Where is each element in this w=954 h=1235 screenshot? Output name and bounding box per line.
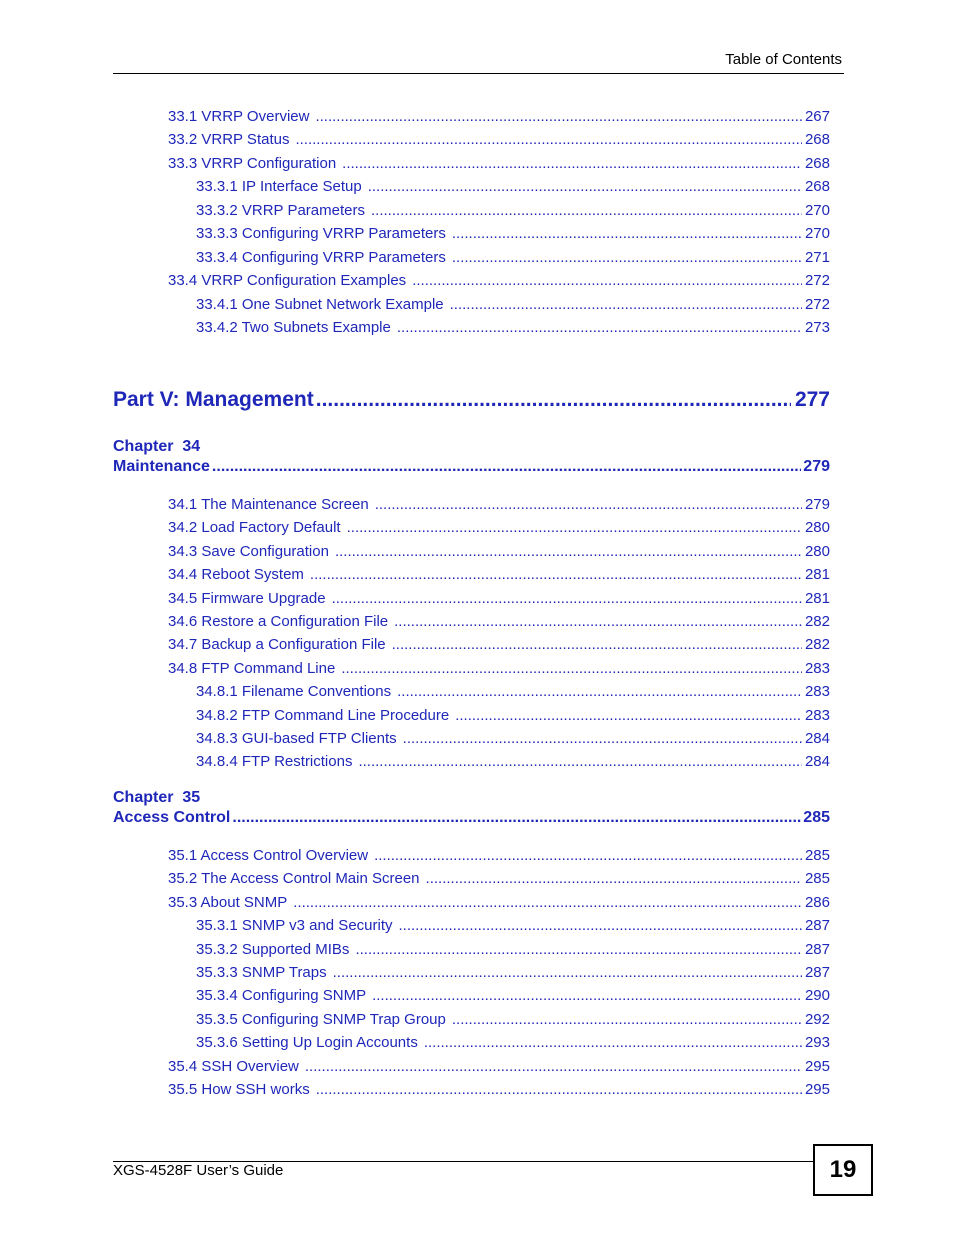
leader-dots [212,458,801,476]
leader-dots [371,202,802,220]
toc-entry[interactable] [196,1011,830,1029]
toc-entry-title: 33.3.2 VRRP Parameters [196,201,365,219]
leader-dots [399,917,802,935]
leader-dots [412,272,802,290]
toc-entry-page: 271 [804,248,830,266]
toc-entry-title: 34.7 Backup a Configuration File [168,636,386,654]
toc-entry-title: 34.5 Firmware Upgrade [168,589,326,607]
toc-entry-title: 34.8.2 FTP Command Line Procedure [196,706,450,724]
leader-dots [332,590,802,608]
toc-entry-title: 34.8 FTP Command Line [168,659,336,677]
toc-entry[interactable] [168,496,830,514]
toc-entry-title: 33.4.1 One Subnet Network Example [196,295,444,313]
toc-entry[interactable] [196,941,830,959]
leader-dots [394,613,802,631]
toc-entry-page: 280 [804,519,830,537]
toc-entry[interactable] [168,566,830,584]
toc-entry-page: 281 [804,589,830,607]
toc-entry-page: 279 [804,496,830,513]
leader-dots [397,683,802,701]
leader-dots [333,964,802,982]
leader-dots [341,660,802,678]
toc-entry[interactable] [168,636,830,654]
toc-entry-page: 286 [804,893,830,911]
toc-entry-page: 293 [804,1034,830,1052]
toc-entry-title: 33.3.4 Configuring VRRP Parameters [196,248,446,266]
toc-entry-page: 268 [804,154,830,172]
chapter-35-title[interactable] [113,809,830,827]
toc-entry-page: 283 [804,706,830,724]
leader-dots [310,566,802,584]
toc-entry-page: 295 [804,1057,830,1075]
toc-entry[interactable] [168,108,830,126]
toc-entry-title: 35.3.6 Setting Up Login Accounts [196,1034,418,1052]
leader-dots [392,636,802,654]
toc-entry[interactable] [168,613,830,631]
toc-entry[interactable] [196,249,830,267]
leader-dots [232,809,801,827]
toc-entry-page: 272 [804,295,830,313]
toc-entry-page: 283 [804,683,830,701]
toc-entry-title: 34.8.1 Filename Conventions [196,683,392,701]
toc-entry[interactable] [196,225,830,243]
toc-entry-page: 284 [804,753,830,771]
toc-entry-title: 34.8.3 GUI-based FTP Clients [196,730,397,747]
toc-entry-page: 283 [804,659,830,677]
leader-dots [316,1081,802,1099]
leader-dots [452,225,802,243]
toc-entry-page: 280 [804,542,830,560]
toc-entry-title: 34.1 The Maintenance Screen [168,496,369,513]
leader-dots [342,155,802,173]
toc-entry-title: 35.3 About SNMP [168,893,288,911]
toc-entry-title: 35.4 SSH Overview [168,1057,299,1075]
toc-entry-page: 267 [804,108,830,125]
leader-dots [355,941,802,959]
toc-entry-title: 35.3.2 Supported MIBs [196,940,350,958]
leader-dots [335,543,802,561]
page-number-box [813,1144,873,1196]
toc-entry[interactable] [168,155,830,173]
leader-dots [426,870,802,888]
toc-entry-title: 35.1 Access Control Overview [168,847,369,864]
toc-entry-title: 33.3.1 IP Interface Setup [196,178,362,196]
toc-entry[interactable] [196,753,830,771]
footer-guide-title: XGS-4528F User’s Guide [113,1162,284,1179]
toc-entry[interactable] [168,519,830,537]
leader-dots [397,319,802,337]
leader-dots [305,1058,802,1076]
toc-entry[interactable] [168,1058,830,1076]
toc-entry-title: 34.2 Load Factory Default [168,519,341,537]
toc-entry[interactable] [168,131,830,149]
chapter-page: 279 [803,458,830,475]
toc-entry-page: 284 [804,730,830,747]
leader-dots [375,496,802,514]
toc-entry-page: 268 [804,178,830,196]
toc-entry[interactable] [168,894,830,912]
leader-dots [452,1011,802,1029]
toc-entry[interactable] [168,847,830,865]
toc-entry-title: 35.5 How SSH works [168,1081,310,1098]
toc-entry-page: 287 [804,917,830,935]
toc-entry[interactable] [196,707,830,725]
chapter-title-text: Access Control [113,809,231,826]
toc-entry-page: 287 [804,964,830,981]
toc-entry[interactable] [168,272,830,290]
toc-entry-page: 282 [804,636,830,654]
header-rule [113,73,844,74]
toc-entry-title: 33.3 VRRP Configuration [168,154,337,172]
toc-entry-title: 33.1 VRRP Overview [168,108,310,125]
toc-entry-title: 34.6 Restore a Configuration File [168,613,389,630]
toc-entry-page: 272 [804,272,830,290]
toc-entry-title: 34.3 Save Configuration [168,542,329,560]
toc-entry[interactable] [196,178,830,196]
chapter-page: 285 [803,809,830,826]
part-heading[interactable] [113,388,830,412]
toc-entry-page: 270 [804,201,830,219]
toc-entry[interactable] [196,319,830,337]
leader-dots [368,178,802,196]
leader-dots [358,753,802,771]
toc-entry-page: 270 [804,225,830,243]
page-number: 19 [829,1156,857,1183]
toc-entry-page: 295 [804,1081,830,1098]
toc-entry-title: 34.4 Reboot System [168,566,304,584]
toc-entry-page: 281 [804,566,830,584]
toc-entry[interactable] [196,917,830,935]
leader-dots [315,108,802,126]
chapter-34-title[interactable] [113,458,830,476]
leader-dots [372,987,802,1005]
toc-entry[interactable] [196,296,830,314]
leader-dots [455,707,802,725]
toc-entry-title: 35.2 The Access Control Main Screen [168,870,420,888]
toc-entry[interactable] [168,543,830,561]
toc-entry-title: 33.4.2 Two Subnets Example [196,319,391,337]
leader-dots [293,894,802,912]
toc-entry-page: 268 [804,131,830,149]
leader-dots [374,847,802,865]
page-header-title: Table of Contents [725,51,842,68]
toc-entry[interactable] [168,590,830,608]
toc-entry-title: 33.3.3 Configuring VRRP Parameters [196,225,446,243]
toc-entry-page: 285 [804,847,830,864]
leader-dots [316,388,791,412]
toc-entry[interactable] [168,1081,830,1099]
leader-dots [403,730,802,748]
toc-entry-page: 292 [804,1010,830,1028]
chapter-35-number: Chapter 35 [113,789,201,806]
toc-entry-title: 33.4 VRRP Configuration Examples [168,272,407,290]
toc-entry[interactable] [196,730,830,748]
toc-entry[interactable] [168,660,830,678]
toc-entry-title: 35.3.1 SNMP v3 and Security [196,917,393,935]
toc-entry-title: 33.2 VRRP Status [168,131,290,149]
leader-dots [347,519,802,537]
toc-entry-title: 35.3.4 Configuring SNMP [196,987,367,1005]
toc-entry-page: 273 [804,319,830,337]
toc-entry[interactable] [196,683,830,701]
toc-entry[interactable] [196,1034,830,1052]
toc-entry-page: 282 [804,613,830,630]
toc-entry-page: 290 [804,987,830,1005]
leader-dots [424,1034,802,1052]
leader-dots [295,131,802,149]
chapter-title-text: Maintenance [113,458,210,475]
chapter-34-number: Chapter 34 [113,438,201,455]
toc-entry[interactable] [196,964,830,982]
part-page: 277 [794,388,830,411]
toc-entry-page: 285 [804,870,830,888]
toc-entry-title: 35.3.3 SNMP Traps [196,964,327,981]
toc-entry[interactable] [196,202,830,220]
part-title: Part V: Management [113,388,314,411]
leader-dots [450,296,802,314]
toc-entry-page: 287 [804,940,830,958]
toc-entry[interactable] [196,987,830,1005]
toc-entry[interactable] [168,870,830,888]
leader-dots [452,249,802,267]
toc-entry-title: 34.8.4 FTP Restrictions [196,753,353,771]
toc-entry-title: 35.3.5 Configuring SNMP Trap Group [196,1010,446,1028]
